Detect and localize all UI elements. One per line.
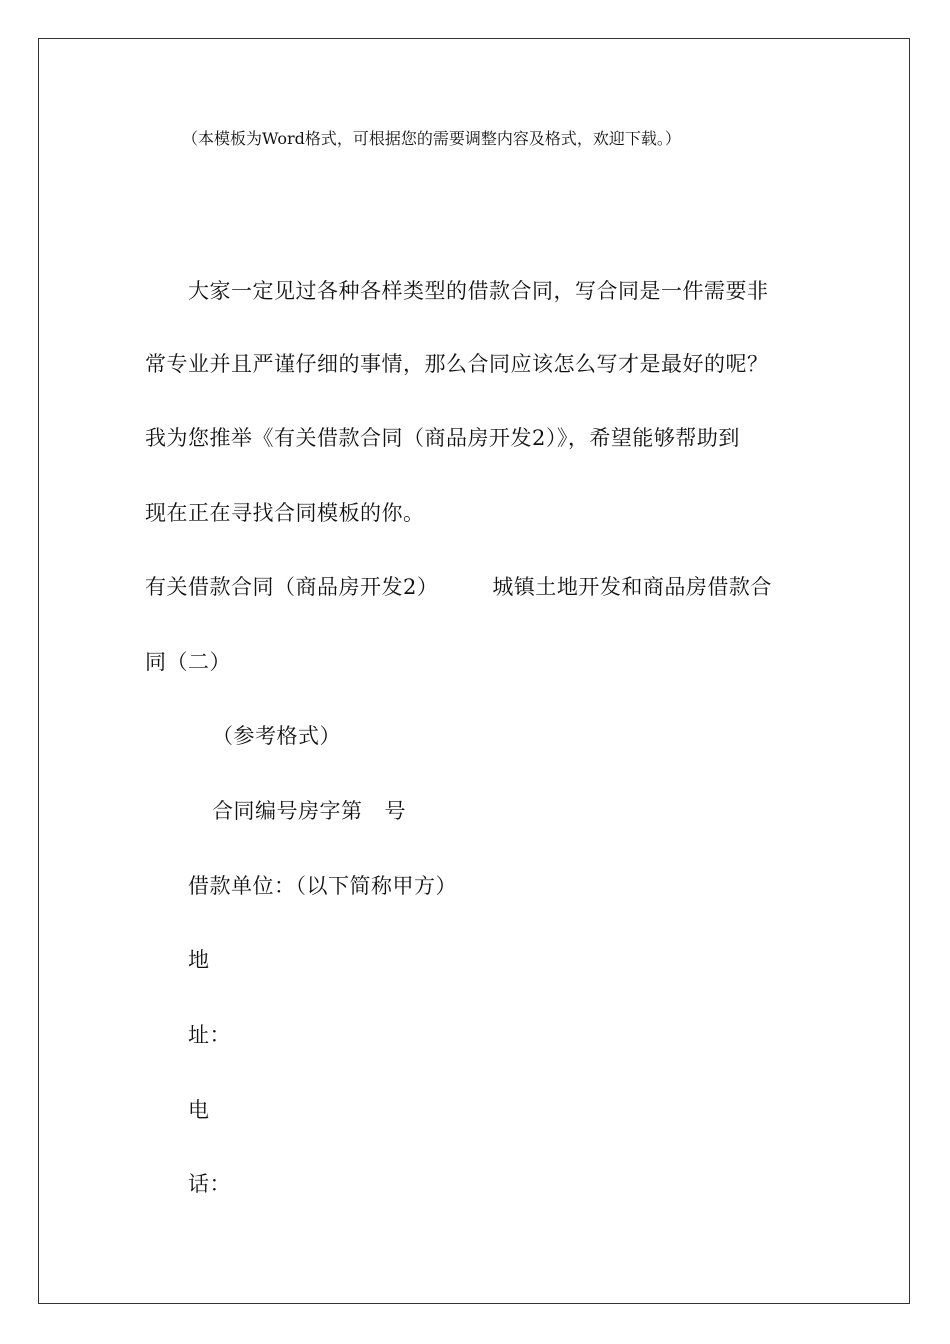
contract-title-continued: 同（二） xyxy=(145,650,231,674)
address-label-part2: 址： xyxy=(188,1023,231,1047)
contract-number-label: 合同编号房字第 xyxy=(212,799,363,823)
contract-number-suffix: 号 xyxy=(384,799,406,823)
contract-title-line xyxy=(145,573,772,601)
contract-title-right: 城镇土地开发和商品房借款合 xyxy=(492,575,772,599)
borrower-label: 借款单位：（以下简称甲方） xyxy=(188,874,457,898)
intro-line-3: 我为您推举《有关借款合同（商品房开发2）》，希望能够帮助到 xyxy=(145,426,740,450)
address-label-part1: 地 xyxy=(188,948,210,972)
intro-line-4: 现在正在寻找合同模板的你。 xyxy=(145,501,425,525)
phone-label-part1: 电 xyxy=(188,1098,210,1122)
contract-number-line xyxy=(212,797,406,825)
phone-label-part2: 话： xyxy=(188,1172,231,1196)
intro-line-1: 大家一定见过各种各样类型的借款合同，写合同是一件需要非 xyxy=(188,279,769,303)
format-note: （参考格式） xyxy=(212,724,341,748)
intro-line-2: 常专业并且严谨仔细的事情，那么合同应该怎么写才是最好的呢？ xyxy=(145,352,769,376)
contract-title-left: 有关借款合同（商品房开发2） xyxy=(145,575,439,599)
template-notice: （本模板为Word格式，可根据您的需要调整内容及格式，欢迎下载。） xyxy=(182,129,681,148)
